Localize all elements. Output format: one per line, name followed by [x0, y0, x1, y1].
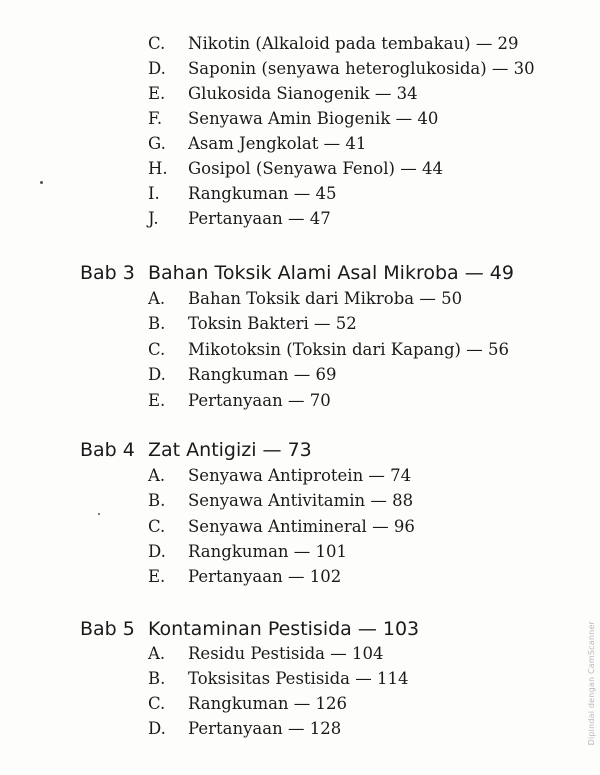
- chapter-heading[interactable]: [80, 618, 419, 640]
- bleed-through: [440, 745, 444, 761]
- entry-text: Glukosida Sianogenik — 34: [188, 84, 418, 103]
- toc-entry[interactable]: [148, 209, 331, 233]
- toc-entry[interactable]: [148, 669, 408, 693]
- entry-letter: A.: [148, 289, 166, 308]
- entry-letter: F.: [148, 109, 163, 128]
- chapter-number: Bab 4: [80, 439, 135, 461]
- entry-text: Mikotoksin (Toksin dari Kapang) — 56: [188, 340, 509, 359]
- toc-entry[interactable]: [148, 289, 462, 313]
- entry-text: Gosipol (Senyawa Fenol) — 44: [188, 159, 443, 178]
- entry-letter: D.: [148, 719, 166, 738]
- toc-entry[interactable]: [148, 184, 337, 208]
- entry-text: Toksisitas Pestisida — 114: [188, 669, 409, 688]
- toc-entry[interactable]: [148, 517, 415, 541]
- toc-entry[interactable]: [148, 340, 509, 364]
- chapter-heading[interactable]: [80, 262, 514, 284]
- chapter-number: Bab 3: [80, 262, 135, 284]
- entry-letter: C.: [148, 34, 166, 53]
- entry-text: Nikotin (Alkaloid pada tembakau) — 29: [188, 34, 519, 53]
- toc-entry[interactable]: [148, 314, 357, 338]
- entry-text: Bahan Toksik dari Mikroba — 50: [188, 289, 463, 308]
- scan-speck: [40, 181, 43, 184]
- entry-letter: B.: [148, 491, 166, 510]
- entry-letter: E.: [148, 567, 166, 586]
- entry-text: Pertanyaan — 47: [188, 209, 331, 228]
- toc-entry[interactable]: [148, 109, 438, 133]
- toc-entry[interactable]: [148, 365, 337, 389]
- entry-letter: E.: [148, 391, 166, 410]
- entry-letter: D.: [148, 365, 166, 384]
- toc-entry[interactable]: [148, 84, 418, 108]
- entry-letter: A.: [148, 644, 166, 663]
- entry-letter: C.: [148, 517, 166, 536]
- toc-entry[interactable]: [148, 694, 347, 718]
- entry-text: Toksin Bakteri — 52: [188, 314, 357, 333]
- entry-letter: D.: [148, 542, 166, 561]
- chapter-title: Kontaminan Pestisida — 103: [148, 618, 420, 640]
- toc-entry[interactable]: [148, 644, 384, 668]
- toc-entry[interactable]: [148, 542, 347, 566]
- toc-entry[interactable]: [148, 466, 411, 490]
- toc-entry[interactable]: [148, 567, 341, 591]
- entry-letter: G.: [148, 134, 166, 153]
- chapter-title: Zat Antigizi — 73: [148, 439, 312, 461]
- toc-entry[interactable]: [148, 34, 519, 58]
- entry-letter: C.: [148, 340, 166, 359]
- toc-entry[interactable]: [148, 134, 366, 158]
- entry-text: Pertanyaan — 128: [188, 719, 342, 738]
- toc-entry[interactable]: [148, 391, 331, 415]
- entry-text: Pertanyaan — 102: [188, 567, 342, 586]
- entry-text: Rangkuman — 45: [188, 184, 337, 203]
- toc-entry[interactable]: [148, 719, 341, 743]
- toc-entry[interactable]: [148, 59, 535, 83]
- chapter-heading[interactable]: [80, 439, 312, 461]
- entry-letter: D.: [148, 59, 166, 78]
- entry-letter: J.: [148, 209, 159, 228]
- entry-text: Rangkuman — 69: [188, 365, 337, 384]
- entry-text: Senyawa Antiprotein — 74: [188, 466, 412, 485]
- scanner-watermark: Dipindai dengan CamScanner: [587, 620, 596, 745]
- entry-text: Senyawa Antimineral — 96: [188, 517, 415, 536]
- entry-text: Residu Pestisida — 104: [188, 644, 384, 663]
- entry-letter: I.: [148, 184, 160, 203]
- entry-letter: H.: [148, 159, 168, 178]
- entry-letter: B.: [148, 669, 166, 688]
- entry-text: Rangkuman — 126: [188, 694, 348, 713]
- entry-letter: E.: [148, 84, 166, 103]
- entry-text: Rangkuman — 101: [188, 542, 348, 561]
- chapter-title: Bahan Toksik Alami Asal Mikroba — 49: [148, 262, 514, 284]
- entry-letter: A.: [148, 466, 166, 485]
- entry-text: Senyawa Antivitamin — 88: [188, 491, 414, 510]
- toc-entry[interactable]: [148, 491, 413, 515]
- toc-entry[interactable]: [148, 159, 443, 183]
- entry-text: Asam Jengkolat — 41: [188, 134, 367, 153]
- chapter-number: Bab 5: [80, 618, 135, 640]
- entry-text: Pertanyaan — 70: [188, 391, 331, 410]
- entry-text: Senyawa Amin Biogenik — 40: [188, 109, 439, 128]
- scan-speck: [98, 513, 100, 515]
- entry-text: Saponin (senyawa heteroglukosida) — 30: [188, 59, 535, 78]
- entry-letter: C.: [148, 694, 166, 713]
- entry-letter: B.: [148, 314, 166, 333]
